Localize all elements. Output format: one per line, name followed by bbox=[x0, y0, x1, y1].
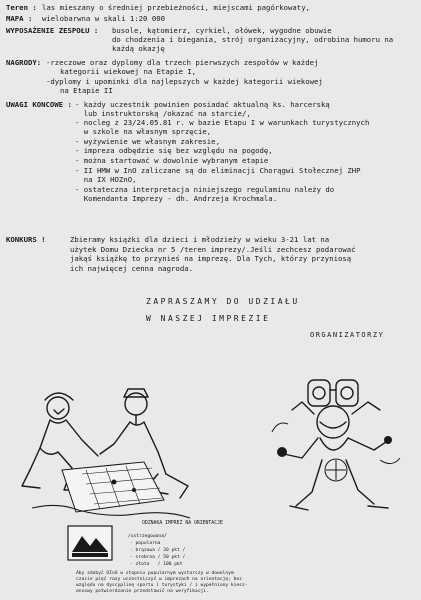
wyposazenie-label: WYPOSAŻENIE ZESPOŁU : bbox=[6, 26, 99, 35]
nagrody-line-1: -rzeczowe oraz dyplomy dla trzech pierwszych zespołów w każdej bbox=[46, 58, 319, 67]
uwagi-item: - nocleg z 23/24.05.81 r. w bazie Etapu I w warunkach turystycznych bbox=[75, 118, 370, 127]
odznaka-footnote: czasie pięć razy uczestniczyć w imprezach na orientację; bez bbox=[76, 577, 242, 582]
wyposazenie-line-1: busole, kątomierz, cyrkiel, ołówek, wygodne obuwie bbox=[112, 26, 332, 35]
odznaka-level: - brązowa / 20 pkt / bbox=[130, 548, 186, 553]
uwagi-item: lub instruktorską /okazać na starcie/, bbox=[75, 109, 251, 118]
uwagi-item: - wyżywienie we własnym zakresie, bbox=[75, 137, 220, 146]
nagrody-line-2: kategorii wiekowej na Etapie I, bbox=[60, 67, 197, 76]
nagrody-line-3: -dyplomy i upominki dla najlepszych w każdej kategorii wiekowej bbox=[46, 77, 323, 86]
nagrody-label: NAGRODY: bbox=[6, 58, 42, 67]
odznaka-subtitle: /ustrzegowana/ bbox=[128, 534, 167, 539]
teren-text: las mieszany o średniej przebieżności, miejscami pagórkowaty, bbox=[42, 3, 310, 12]
odznaka-level: - popularna bbox=[130, 541, 161, 546]
uwagi-item: - impreza odbędzie się bez względu na pogodę, bbox=[75, 146, 273, 155]
wyposazenie-line-2: do chodzenia i biegania, strój organizacyjny, odrobina humoru na bbox=[112, 35, 394, 44]
odznaka-footnote: względu na dyscyplinę sportu i turystyki / i wypełniony kiesz- bbox=[76, 583, 248, 588]
mapa-label: MAPA : bbox=[6, 14, 33, 23]
uwagi-item: na IX HOZnO, bbox=[75, 175, 137, 184]
nagrody-line-4: na Etapie II bbox=[60, 86, 113, 95]
uwagi-item: w szkole na własnym sprzęcie, bbox=[75, 127, 212, 136]
konkurs-line-4: ich najwięcej cenna nagroda. bbox=[70, 264, 194, 273]
mapa-text: wielobarwna w skali 1:20 000 bbox=[42, 14, 166, 23]
invitation-line-1: ZAPRASZAMY DO UDZIAŁU bbox=[146, 297, 300, 306]
uwagi-item: - II HMW w InO zaliczane są do eliminacji Chorągwi Stołecznej ZHP bbox=[75, 166, 361, 175]
wyposazenie-line-3: każdą okazję bbox=[112, 44, 165, 53]
uwagi-item: - ostateczna interpretacja niniejszego regulaminu należy do bbox=[75, 185, 335, 194]
odznaka-footnote: onsowy potwierdzanie przedstawić na weryfikacji. bbox=[76, 589, 209, 594]
uwagi-item: Komendanta Imprezy - dh. Andrzeja Krochmala. bbox=[75, 194, 278, 203]
uwagi-item: - można startować w dowolnie wybranym etapie bbox=[75, 156, 269, 165]
orienteer-cartoon-illustration bbox=[262, 372, 412, 532]
scouts-with-map-illustration bbox=[18, 378, 198, 528]
konkurs-line-2: użytek Domu Dziecka nr 5 /teren imprezy/.Jeśli zechcesz podarować bbox=[70, 245, 356, 254]
konkurs-line-1: Zbieramy książki dla dzieci i młodzieży w wieku 3-21 lat na bbox=[70, 235, 330, 244]
organizers-signature: ORGANIZATORZY bbox=[310, 331, 385, 339]
uwagi-label: UWAGI KONCOWE : bbox=[6, 100, 72, 109]
uwagi-item: - każdy uczestnik powinien posiadać aktualną ks. harcerską bbox=[75, 100, 330, 109]
teren-label: Teren : bbox=[6, 3, 37, 12]
odznaka-level: - złota / 100 pkt bbox=[130, 562, 183, 567]
konkurs-label: KONKURS ! bbox=[6, 235, 46, 244]
odznaka-footnote: Aby zdobyć OInO w stopniu popularnym wystarczy w dowolnym bbox=[76, 571, 234, 576]
konkurs-line-3: jakąś książkę to przynieś na imprezę. Dla Tych, którzy przyniosą bbox=[70, 254, 352, 263]
odznaka-level: - srebrna / 50 pkt / bbox=[130, 555, 186, 560]
invitation-line-2: W NASZEJ IMPREZIE bbox=[146, 314, 271, 323]
odznaka-title: ODZNAKA IMPREZ NA ORIENTACJE bbox=[142, 521, 223, 526]
inO-badge-stamp bbox=[66, 524, 114, 562]
